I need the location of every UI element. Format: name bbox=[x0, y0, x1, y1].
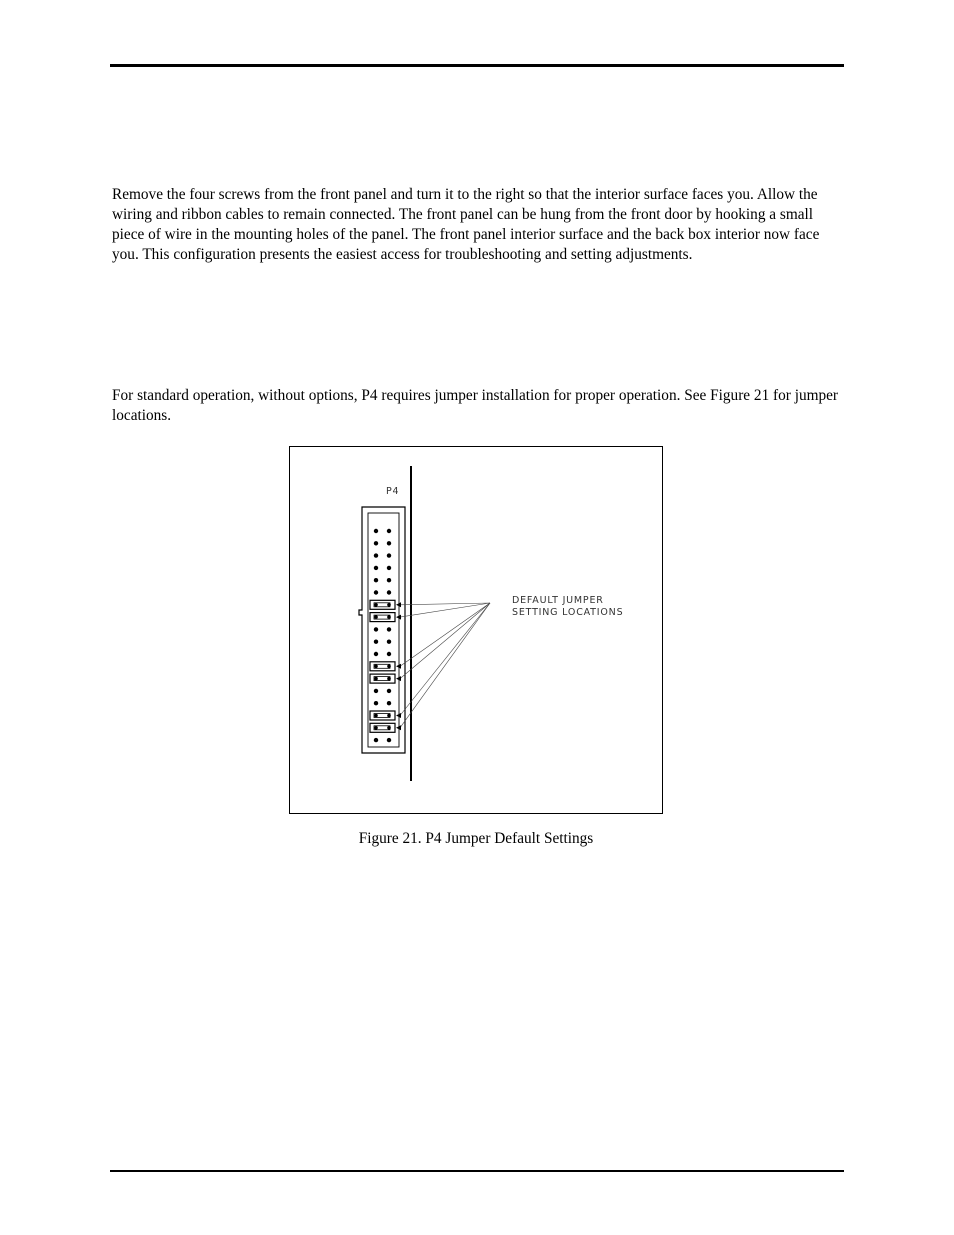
pin bbox=[374, 566, 378, 570]
pin bbox=[374, 714, 378, 718]
paragraph-jumpers: For standard operation, without options, P4 requires jumper installation for proper operation. See Figure 21 for jumper locations. bbox=[112, 387, 839, 424]
pin bbox=[387, 701, 391, 705]
callout-leader-line bbox=[400, 603, 490, 617]
pin bbox=[387, 738, 391, 742]
pin bbox=[374, 590, 378, 594]
pin bbox=[387, 677, 391, 681]
callout-arrowhead bbox=[396, 664, 401, 669]
pin bbox=[374, 529, 378, 533]
pin bbox=[374, 553, 378, 557]
pin bbox=[387, 665, 391, 669]
pin bbox=[387, 578, 391, 582]
callout-line-2: SETTING LOCATIONS bbox=[512, 607, 624, 618]
pin bbox=[387, 603, 391, 607]
pin bbox=[374, 541, 378, 545]
pin bbox=[387, 615, 391, 619]
pin bbox=[374, 652, 378, 656]
pin bbox=[374, 603, 378, 607]
callout-line-1: DEFAULT JUMPER bbox=[512, 595, 604, 606]
pin bbox=[374, 677, 378, 681]
pin bbox=[374, 738, 378, 742]
pin bbox=[387, 553, 391, 557]
pin bbox=[387, 590, 391, 594]
callout-arrowhead bbox=[396, 713, 401, 718]
pin bbox=[374, 665, 378, 669]
pin bbox=[387, 566, 391, 570]
pin bbox=[374, 615, 378, 619]
p4-connector-diagram bbox=[290, 447, 662, 813]
callout-leader-line bbox=[400, 603, 490, 666]
paragraph-front-panel: Remove the four screws from the front panel and turn it to the right so that the interior surface faces you. Allow the wiring and ribbon cables to remain connected. The front panel can be hung from the front door by hooking a small piece of wire in the mounting holes of the panel. The front panel interior surface and the back box interior now face you. This configuration presents the easiest access for troubleshooting and setting adjustments. bbox=[112, 186, 820, 263]
pin bbox=[374, 689, 378, 693]
pin bbox=[374, 701, 378, 705]
pin bbox=[387, 640, 391, 644]
callout-leader-line bbox=[400, 603, 490, 716]
pin bbox=[374, 578, 378, 582]
pin bbox=[387, 726, 391, 730]
pin bbox=[387, 529, 391, 533]
pin bbox=[374, 627, 378, 631]
pin bbox=[387, 714, 391, 718]
callout-arrowhead bbox=[396, 615, 401, 620]
callout-leader-line bbox=[400, 603, 490, 679]
callout-leader-line bbox=[400, 603, 490, 728]
callout-arrowhead bbox=[396, 602, 401, 607]
pin bbox=[387, 652, 391, 656]
footer-rule bbox=[110, 1170, 844, 1172]
callout-leader-line bbox=[400, 603, 490, 605]
pin-rows bbox=[370, 529, 395, 743]
header-rule bbox=[110, 64, 844, 67]
pin bbox=[387, 689, 391, 693]
callout-arrowhead bbox=[396, 676, 401, 681]
pin bbox=[374, 640, 378, 644]
pin bbox=[374, 726, 378, 730]
figure-caption: Figure 21. P4 Jumper Default Settings bbox=[358, 830, 594, 847]
pin bbox=[387, 627, 391, 631]
callout-arrowhead bbox=[396, 725, 401, 730]
figure-p4-jumpers bbox=[289, 446, 663, 814]
connector-label: P4 bbox=[386, 486, 400, 497]
pin bbox=[387, 541, 391, 545]
